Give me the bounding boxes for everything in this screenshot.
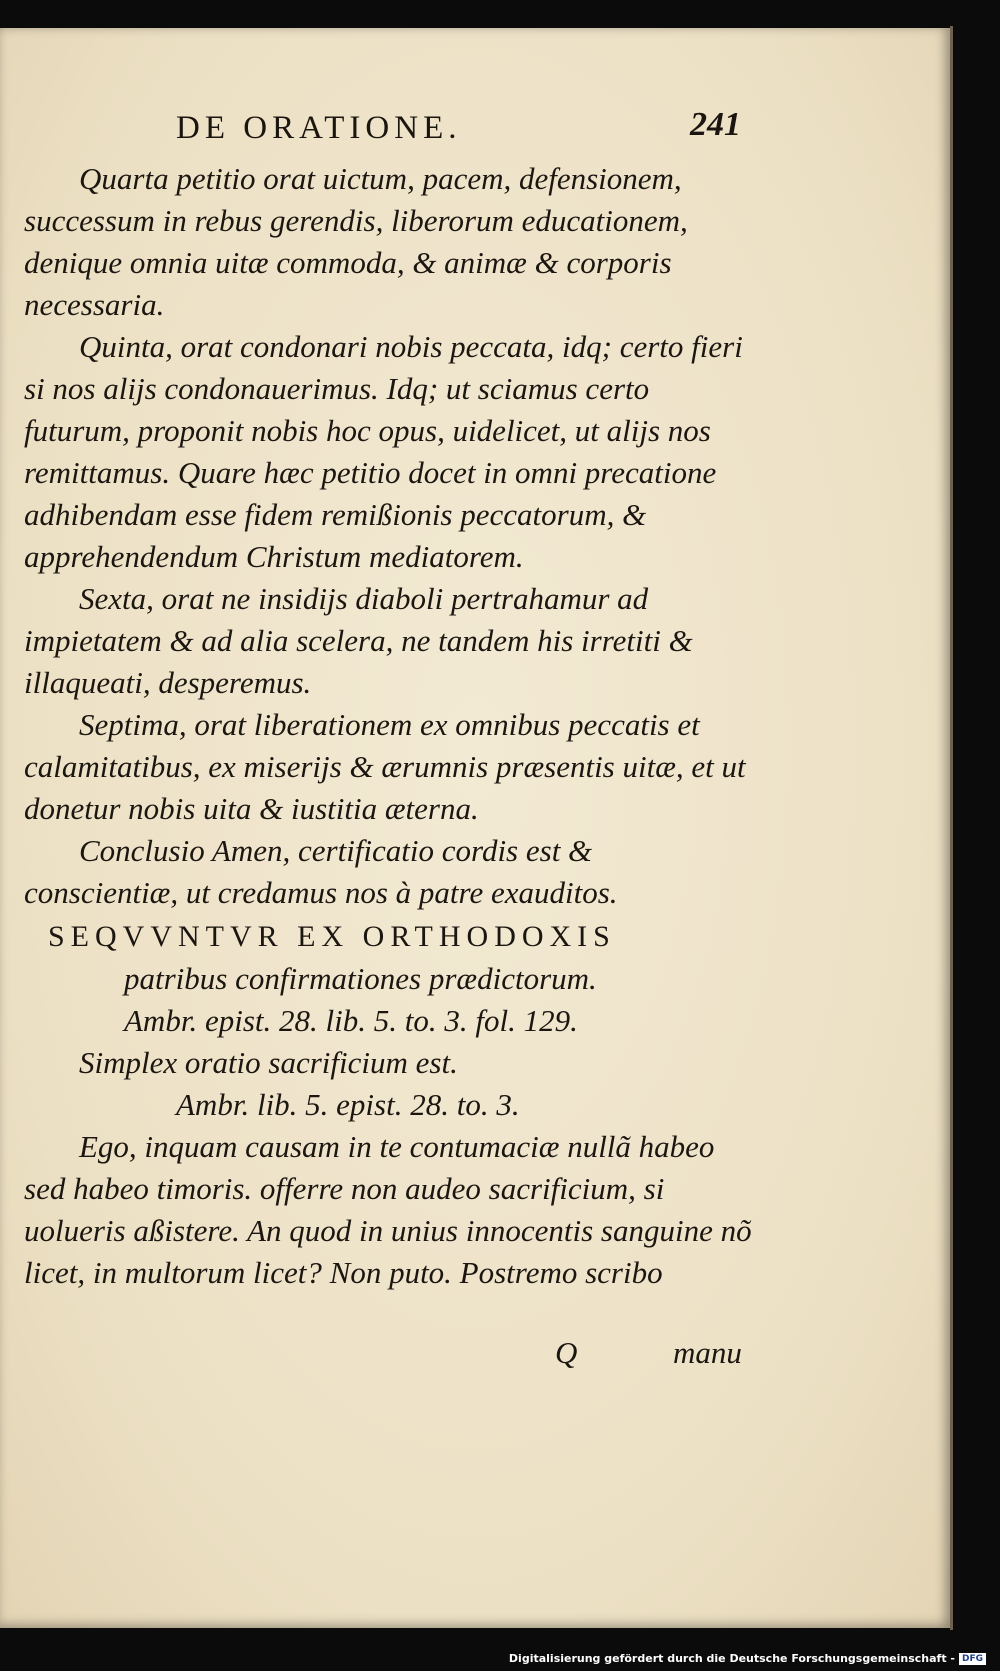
page-body xyxy=(24,158,754,1294)
section-subheading: patribus confirmationes prædictorum. xyxy=(124,961,597,996)
section-heading: SEQVVNTVR EX ORTHODOXIS xyxy=(48,920,616,953)
paragraph-quinta: Quinta, orat condonari nobis peccata, idq; certo fieri si nos alijs condonauerimus. Idq; ut sciamus certo futurum, proponit nobis hoc opus, uidelicet, ut alijs nos remittamus. Quare hæc petitio docet in omni precatione adhibendam esse fidem remißionis peccatorum, & apprehendendum Christum mediatorem. xyxy=(24,329,743,574)
paragraph-sexta: Sexta, orat ne insidijs diaboli pertrahamur ad impietatem & ad alia scelera, ne tandem his irretiti & illaqueati, desperemus. xyxy=(24,581,693,700)
signature-mark: Q xyxy=(555,1335,578,1370)
digitization-footer xyxy=(509,1652,986,1665)
citation-ambrose-2: Ambr. lib. 5. epist. 28. to. 3. xyxy=(176,1087,520,1122)
page-edge xyxy=(950,26,953,1630)
paragraph-quarta: Quarta petitio orat uictum, pacem, defensionem, successum in rebus gerendis, liberorum educationem, denique omnia uitæ commoda, & animæ & corporis necessaria. xyxy=(24,161,688,322)
page-header xyxy=(0,106,950,158)
paragraph-conclusio: Conclusio Amen, certificatio cordis est & conscientiæ, ut credamus nos à patre exauditos. xyxy=(24,833,618,910)
citation-ambrose-1: Ambr. epist. 28. lib. 5. to. 3. fol. 129. xyxy=(124,1003,578,1038)
lemma: Simplex oratio sacrificium est. xyxy=(79,1045,458,1080)
footer-text: Digitalisierung gefördert durch die Deutsche Forschungsgemeinschaft - xyxy=(508,1652,955,1665)
catchword: manu xyxy=(673,1335,742,1370)
running-head: DE ORATIONE. xyxy=(176,110,462,146)
paragraph-ego: Ego, inquam causam in te contumaciæ nullã habeo sed habeo timoris. offerre non audeo sacrificium, si uolueris aßistere. An quod in unius innocentis sanguine nõ licet, in multorum licet? Non puto. Postremo scribo xyxy=(24,1129,752,1290)
dfg-logo: DFG xyxy=(959,1653,986,1665)
paragraph-septima: Septima, orat liberationem ex omnibus peccatis et calamitatibus, ex miserijs & ærumnis præsentis uitæ, et ut donetur nobis uita & iustitia æterna. xyxy=(24,707,746,826)
page-number: 241 xyxy=(690,106,741,143)
